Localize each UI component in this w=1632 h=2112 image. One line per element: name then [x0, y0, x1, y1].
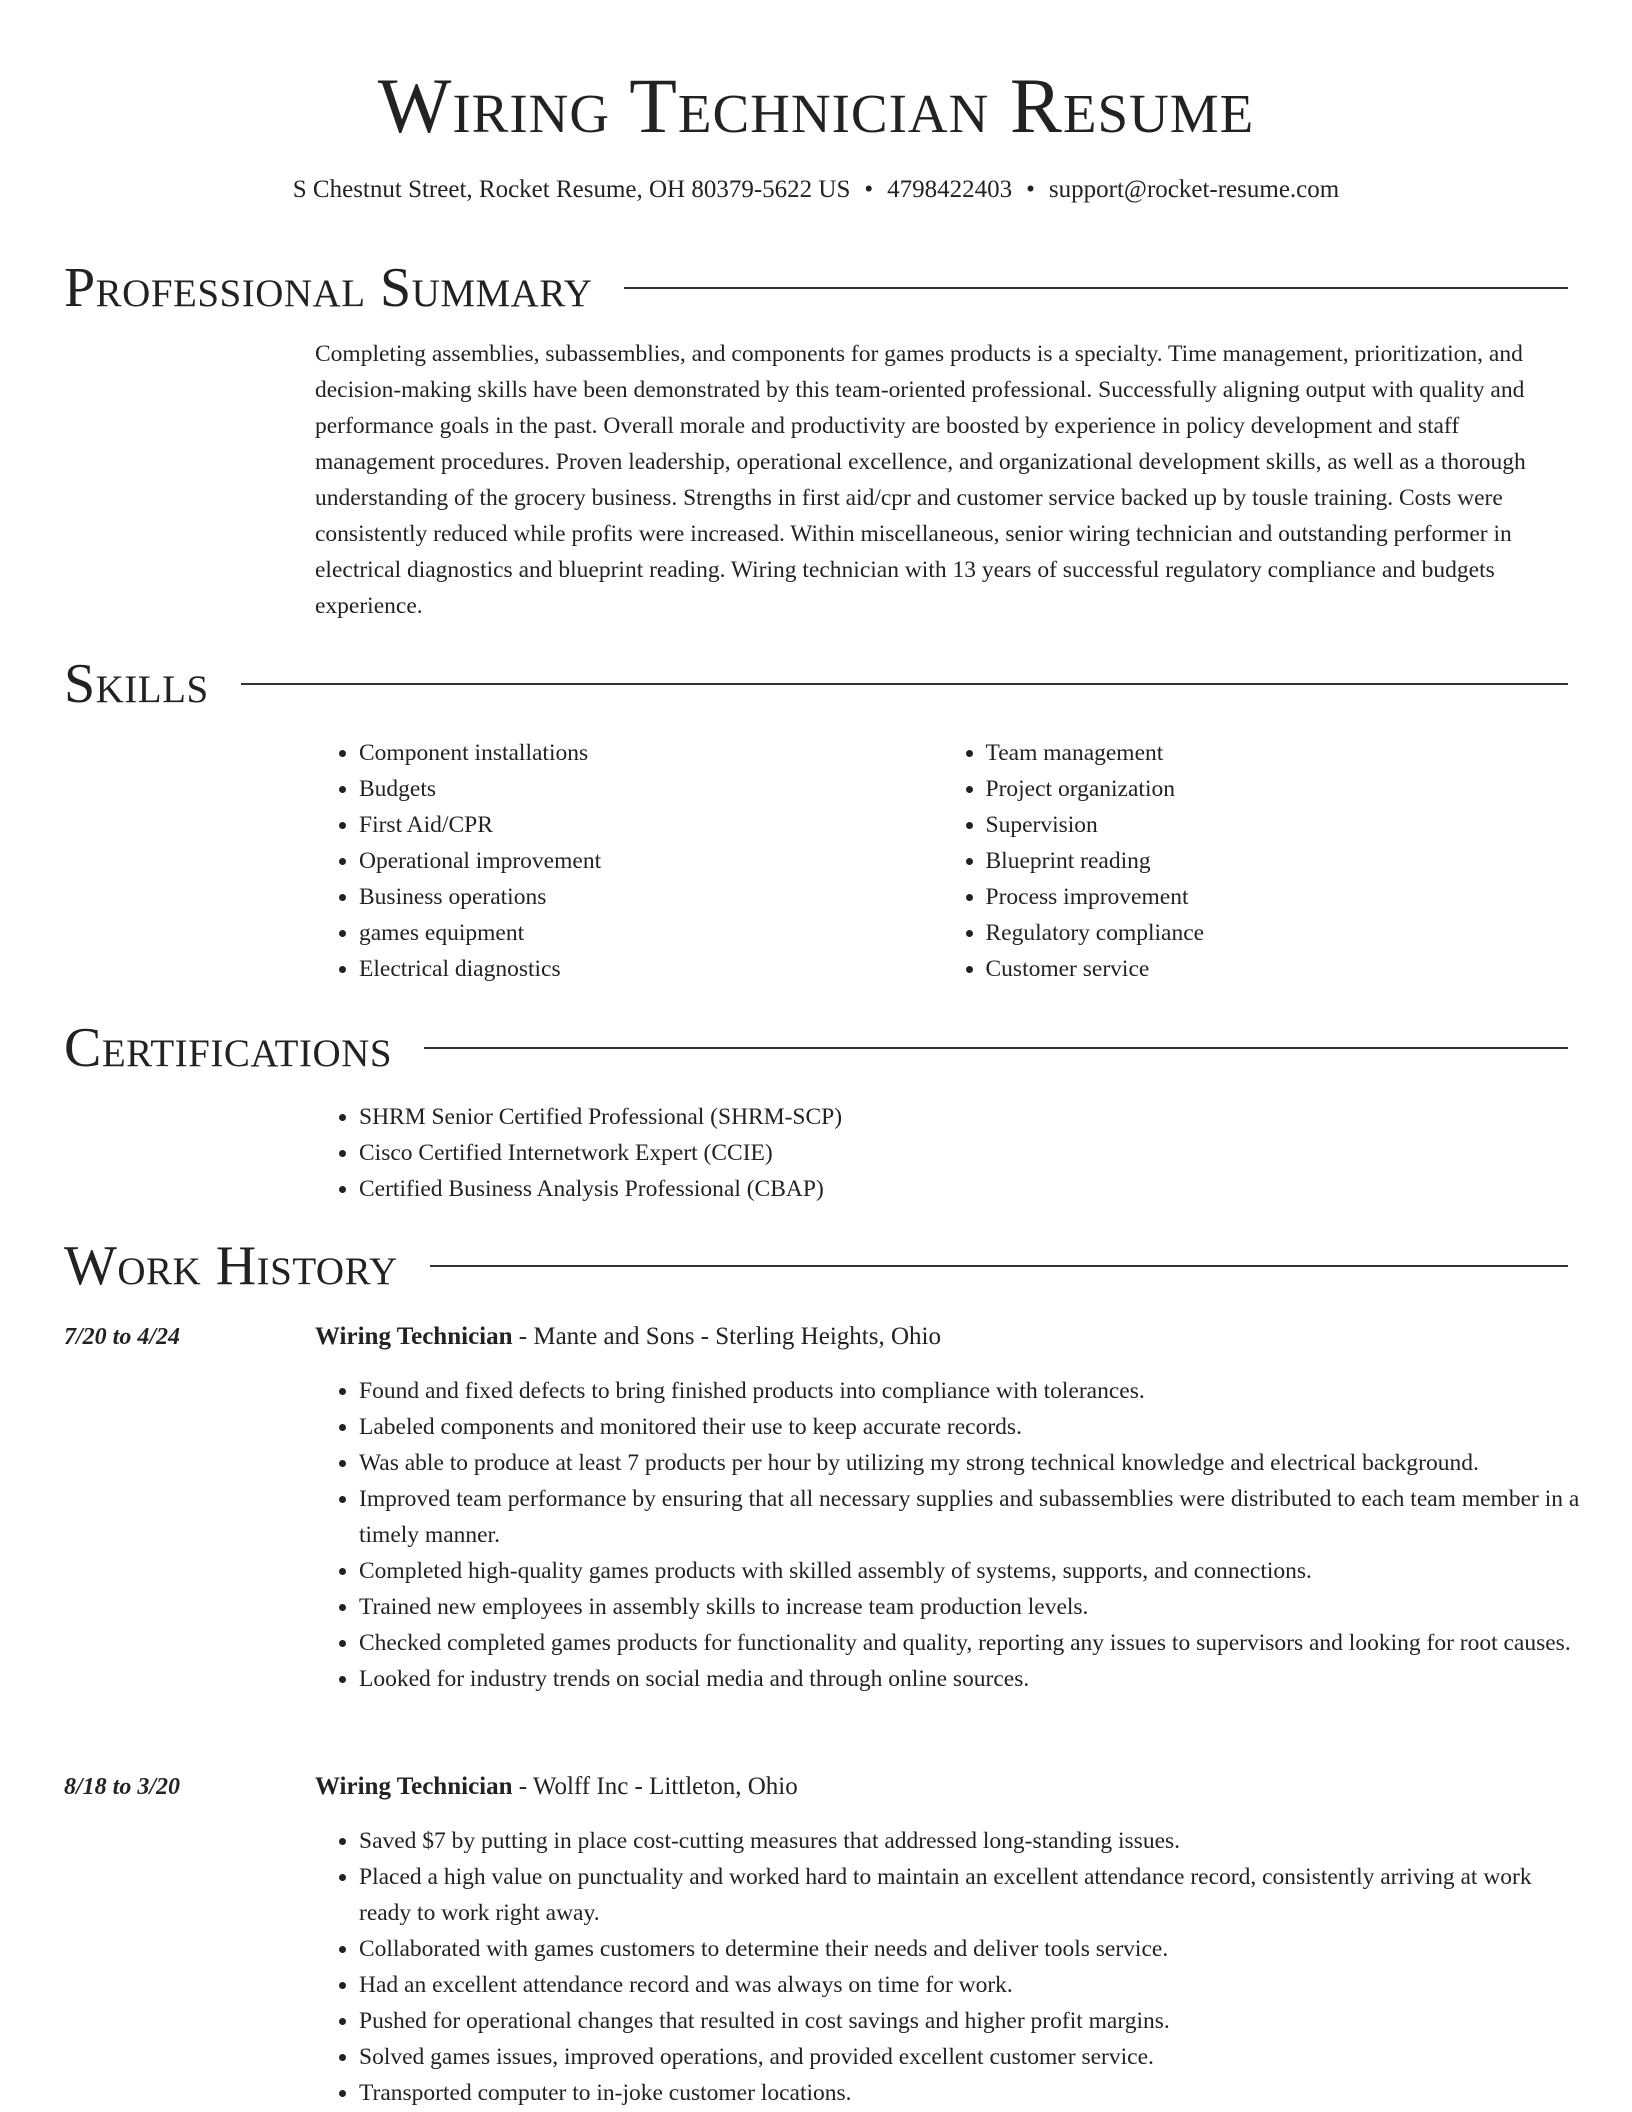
resume-title: Wiring Technician Resume — [377, 62, 1255, 149]
job-bullet: • Transported computer to in-joke customer locations. — [359, 2075, 1582, 2111]
section-divider — [241, 683, 1568, 685]
contact-separator: • — [1026, 176, 1035, 203]
section-divider — [430, 1265, 1568, 1267]
job-bullet: • Had an excellent attendance record and was always on time for work. — [359, 1967, 1582, 2003]
job-dates: 7/20 to 4/24 — [64, 1324, 181, 1350]
job-bullet: • Trained new employees in assembly skills to increase team production levels. — [359, 1589, 1582, 1625]
skill-item: • Customer service — [986, 951, 1569, 987]
summary-block — [315, 336, 1568, 624]
skill-item: • Team management — [986, 735, 1569, 771]
job-bullet: • Looked for industry trends on social media and through online sources. — [359, 1661, 1582, 1697]
skill-item: • Budgets — [359, 771, 942, 807]
job-details: - Mante and Sons - Sterling Heights, Ohio — [512, 1323, 941, 1350]
contact-line — [0, 172, 1632, 208]
job-role: Wiring Technician — [315, 1323, 513, 1350]
job-bullet: • Found and fixed defects to bring finished products into compliance with tolerances. — [359, 1373, 1582, 1409]
skill-item: • Electrical diagnostics — [359, 951, 942, 987]
section-divider — [624, 287, 1568, 289]
contact-phone: 4798422403 — [887, 176, 1013, 203]
job-bullets — [315, 1373, 1582, 1697]
skill-item: • Supervision — [986, 807, 1569, 843]
skills-list-right — [942, 735, 1569, 987]
job-dates: 8/18 to 3/20 — [64, 1774, 181, 1800]
certification-item: • Certified Business Analysis Professional (CBAP) — [359, 1171, 1568, 1207]
contact-address: S Chestnut Street, Rocket Resume, OH 80379-5622 US — [292, 176, 851, 203]
skill-item: • games equipment — [359, 915, 942, 951]
certifications-section-header — [64, 1014, 1568, 1082]
summary-section-header — [64, 254, 1568, 322]
job-bullet: • Collaborated with games customers to determine their needs and deliver tools service. — [359, 1931, 1582, 1967]
job-bullet-list — [315, 1823, 1582, 2111]
skill-item: • Business operations — [359, 879, 942, 915]
work-heading: Work History — [64, 1235, 398, 1297]
skill-item: • Blueprint reading — [986, 843, 1569, 879]
job-bullet: • Labeled components and monitored their use to keep accurate records. — [359, 1409, 1582, 1445]
work-section-header — [64, 1232, 1568, 1300]
job-header — [315, 1769, 1568, 1805]
job-bullet: • Improved team performance by ensuring that all necessary supplies and subassemblies were distributed to each team member in a timely manner. — [359, 1481, 1582, 1553]
job-role: Wiring Technician — [315, 1773, 513, 1800]
certification-item: • SHRM Senior Certified Professional (SHRM-SCP) — [359, 1099, 1568, 1135]
skills-section-header — [64, 650, 1568, 718]
contact-email: support@rocket-resume.com — [1048, 176, 1340, 203]
job-bullet: • Pushed for operational changes that resulted in cost savings and higher profit margins. — [359, 2003, 1582, 2039]
skill-item: • Operational improvement — [359, 843, 942, 879]
contact-separator: • — [864, 176, 874, 203]
skills-list-left — [315, 735, 942, 987]
skill-item: • Regulatory compliance — [986, 915, 1569, 951]
job-bullet-list — [315, 1373, 1582, 1697]
job-bullet: • Solved games issues, improved operations, and provided excellent customer service. — [359, 2039, 1582, 2075]
certification-item: • Cisco Certified Internetwork Expert (CCIE) — [359, 1135, 1568, 1171]
skills-heading: Skills — [64, 653, 209, 715]
job-bullet: • Checked completed games products for functionality and quality, reporting any issues to supervisors and looking for root causes. — [359, 1625, 1582, 1661]
job-header — [315, 1319, 1568, 1355]
skill-item: • Component installations — [359, 735, 942, 771]
skill-item: • Process improvement — [986, 879, 1569, 915]
certifications-block — [315, 1099, 1568, 1207]
job-details: - Wolff Inc - Littleton, Ohio — [512, 1773, 798, 1800]
certifications-list — [315, 1099, 1568, 1207]
job-bullet: • Completed high-quality games products with skilled assembly of systems, supports, and connections. — [359, 1553, 1582, 1589]
job-bullet: • Saved $7 by putting in place cost-cutting measures that addressed long-standing issues. — [359, 1823, 1582, 1859]
summary-heading: Professional Summary — [64, 257, 593, 319]
job-bullet: • Was able to produce at least 7 products per hour by utilizing my strong technical knowledge and electrical background. — [359, 1445, 1582, 1481]
skills-block — [315, 735, 1568, 987]
summary-text: Completing assemblies, subassemblies, and components for games products is a specialty. Time management, prioritization, and decision-making skills have been demonstrated by this team-oriented professional. Successfully aligning output with quality and performance goals in the past. Overall morale and productivity are boosted by experience in policy development and staff management procedures. Proven leadership, operational excellence, and organizational development skills, as well as a thorough understanding of the grocery business. Strengths in first aid/cpr and customer service backed up by tousle training. Costs were consistently reduced while profits were increased. Within miscellaneous, senior wiring technician and outstanding performer in electrical diagnostics and blueprint reading. Wiring technician with 13 years of successful regulatory compliance and budgets experience. — [315, 341, 1526, 619]
job-bullets — [315, 1823, 1582, 2111]
certifications-heading: Certifications — [64, 1017, 393, 1079]
section-divider — [424, 1047, 1568, 1049]
job-bullet: • Placed a high value on punctuality and worked hard to maintain an excellent attendance record, consistently arriving at work ready to work right away. — [359, 1859, 1582, 1931]
skill-item: • Project organization — [986, 771, 1569, 807]
skill-item: • First Aid/CPR — [359, 807, 942, 843]
